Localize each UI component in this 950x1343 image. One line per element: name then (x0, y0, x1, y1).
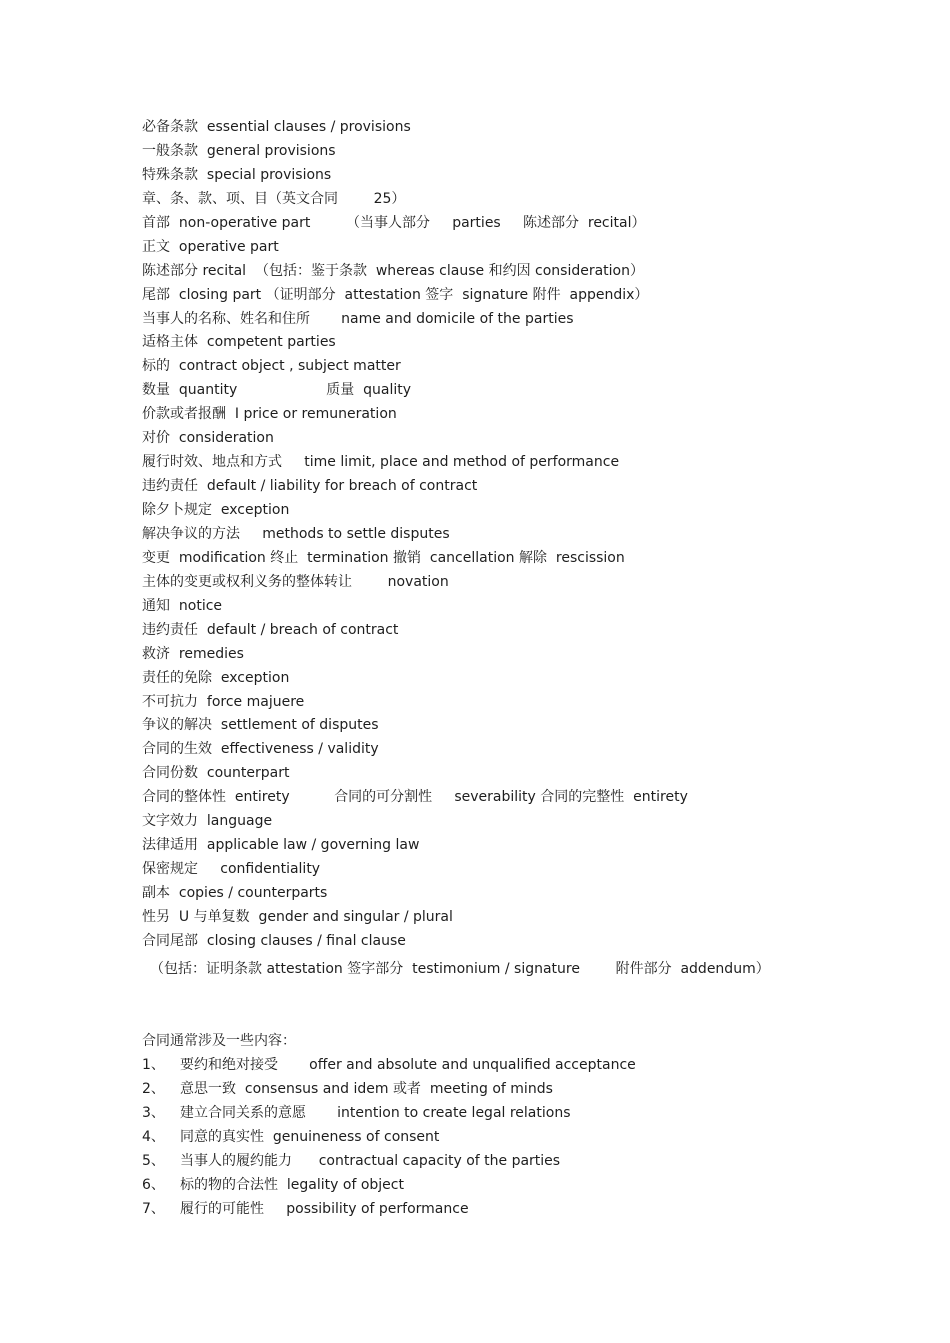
list-item-number: 5、 (142, 1152, 165, 1169)
list-item (142, 1174, 902, 1198)
term-line: 对价 consideration (142, 430, 274, 447)
term-line: 尾部 closing part （证明部分 attestation 签字 signature 附件 appendix） (142, 286, 649, 303)
term-line: 除夕卜规定 exception (142, 502, 290, 518)
term-line: 违约责任 default / breach of contract (142, 621, 399, 638)
list-item (142, 1198, 902, 1222)
terms-list (142, 116, 902, 984)
term-line: 合同的整体性 entirety 合同的可分割性 severability 合同的完整性 entirety (142, 789, 688, 806)
term-line: 一般条款 general provisions (142, 142, 336, 159)
term-line: 适格主体 competent parties (142, 334, 336, 351)
list-item (142, 1126, 902, 1150)
term-line: 正文 operative part (142, 238, 279, 255)
term-line: 特殊条款 special provisions (142, 166, 332, 183)
term-line: 责任的免除 exception (142, 669, 290, 686)
list-item-text: 履行的可能性 possibility of performance (180, 1200, 469, 1217)
term-line: 副本 copies / counterparts (142, 885, 328, 901)
term-line: 解决争议的方法 methods to settle disputes (142, 525, 450, 542)
term-line: 首部 non-operative part （当事人部分 parties 陈述部分 recital） (142, 214, 646, 231)
list-item-number: 3、 (142, 1104, 165, 1121)
term-line: 当事人的名称、姓名和住所 name and domicile of the parties (142, 310, 574, 327)
list-item-number: 6、 (142, 1176, 165, 1193)
term-line: 标的 contract object , subject matter (142, 358, 401, 375)
term-line: 违约责任 default / liability for breach of contract (142, 478, 478, 495)
term-line: 变更 modification 终止 termination 撤销 cancellation 解除 rescission (142, 549, 625, 566)
term-line: 价款或者报酬 I price or remuneration (142, 406, 397, 423)
list-item (142, 1054, 902, 1078)
list-item-number: 1、 (142, 1056, 165, 1073)
term-line: 保密规定 confidentiality (142, 861, 321, 878)
term-line: 合同尾部 closing clauses / final clause (142, 932, 406, 949)
list-item-text: 同意的真实性 genuineness of consent (180, 1128, 440, 1145)
closing-note: （包括：证明条款 attestation 签字部分 testimonium / signature 附件部分 addendum） (150, 960, 770, 977)
contents-list (142, 1030, 902, 1222)
list-item-text: 意思一致 consensus and idem 或者 meeting of minds (180, 1080, 553, 1097)
list-item-number: 7、 (142, 1200, 165, 1217)
term-line: 陈述部分 recital （包括：鉴于条款 whereas clause 和约因 consideration） (142, 262, 644, 279)
term-line: 章、条、款、项、目（英文合同 25） (142, 190, 406, 207)
term-line: 性另 U 与单复数 gender and singular / plural (142, 908, 453, 925)
term-line: 法律适用 applicable law / governing law (142, 837, 420, 854)
list-item-number: 4、 (142, 1128, 165, 1145)
term-line: 争议的解决 settlement of disputes (142, 717, 379, 734)
list-item-text: 标的物的合法性 legality of object (180, 1176, 404, 1193)
term-line: 数量 quantity 质量 quality (142, 382, 412, 399)
section-heading: 合同通常涉及一些内容： (142, 1033, 296, 1049)
term-line: 救济 remedies (142, 645, 244, 662)
list-item-number: 2、 (142, 1080, 165, 1097)
list-item (142, 1078, 902, 1102)
term-line: 通知 notice (142, 597, 223, 614)
term-line: 不可抗力 force majuere (142, 693, 305, 710)
list-item-text: 要约和绝对接受 offer and absolute and unqualified acceptance (180, 1056, 636, 1073)
list-item-text: 当事人的履约能力 contractual capacity of the parties (180, 1152, 561, 1169)
term-line: 文字效力 language (142, 813, 273, 830)
term-line: 合同份数 counterpart (142, 765, 290, 782)
list-item (142, 1102, 902, 1126)
term-line: 合同的生效 effectiveness / validity (142, 741, 379, 758)
list-item (142, 1150, 902, 1174)
list-item-text: 建立合同关系的意愿 intention to create legal relations (180, 1104, 571, 1121)
term-line: 履行时效、地点和方式 time limit, place and method of performance (142, 454, 620, 471)
term-line: 主体的变更或权利义务的整体转让 novation (142, 573, 449, 590)
term-line: 必备条款 essential clauses / provisions (142, 119, 411, 135)
